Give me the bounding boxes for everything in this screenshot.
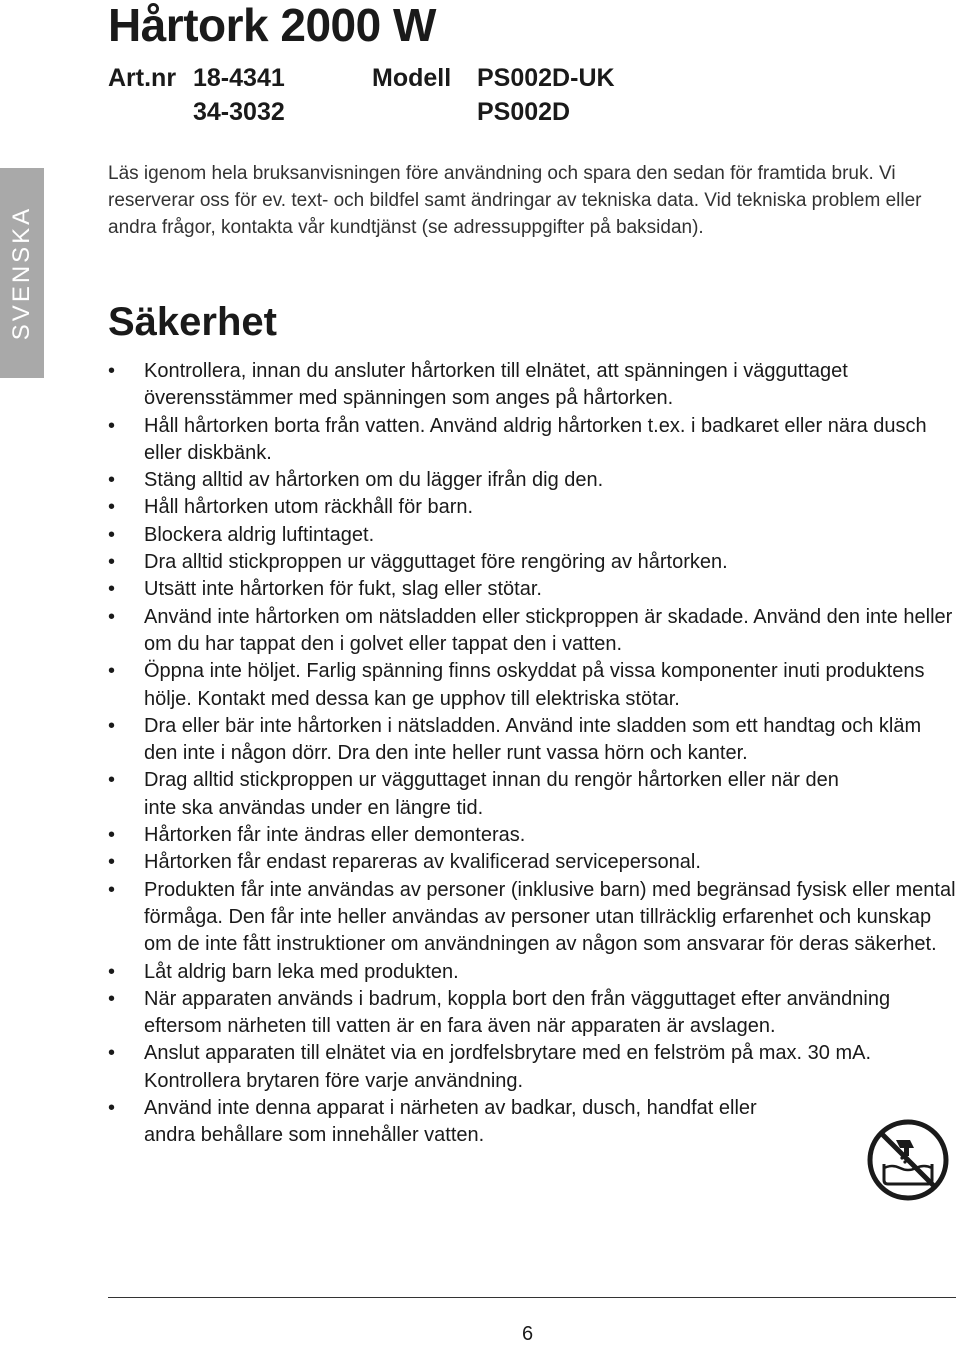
list-item: • Öppna inte höljet. Farlig spänning finns oskyddat på vissa komponenter inuti produktens hölje. Kontakt med dessa kan ge upphov till elektriska stötar. <box>108 658 960 713</box>
art-label: Art.nr <box>108 64 177 92</box>
list-item: • Kontrollera, innan du ansluter hårtorken till elnätet, att spänningen i vägguttaget överensstämmer med spänningen som anges på hårtorken. <box>108 358 960 413</box>
list-item: • Håll hårtorken utom räckhåll för barn. <box>108 494 960 521</box>
intro-paragraph: Läs igenom hela bruksanvisningen före användning och spara den sedan för framtida bruk. Vi reserverar oss för ev. text- och bildfel samt ändringar av tekniska data. Vid tekniska problem eller andra frågor, kontakta vår kundtjänst (se adressuppgifter på baksidan). <box>108 163 922 238</box>
page-number: 6 <box>522 1323 534 1345</box>
model-number-1: PS002D-UK <box>477 64 615 92</box>
art-number-1: 18-4341 <box>193 64 285 92</box>
language-tab-label: SVENSKA <box>8 205 36 341</box>
language-tab <box>0 168 44 378</box>
list-item: • Dra eller bär inte hårtorken i nätsladden. Använd inte sladden som ett handtag och kläm den inte i någon dörr. Dra den inte heller runt vassa hörn och kanter. <box>108 713 960 768</box>
list-item: • Håll hårtorken borta från vatten. Använd aldrig hårtorken t.ex. i badkaret eller nära dusch eller diskbänk. <box>108 413 960 468</box>
list-item: • Använd inte hårtorken om nätsladden eller stickproppen är skadade. Använd den inte heller om du har tappat den i golvet eller tappat den i vatten. <box>108 604 960 659</box>
list-item: • Hårtorken får endast repareras av kvalificerad servicepersonal. <box>108 849 960 876</box>
model-label: Modell <box>372 64 452 92</box>
safety-list <box>108 358 960 1150</box>
list-item: • Använd inte denna apparat i närheten av badkar, dusch, handfat eller andra behållare som innehåller vatten. <box>108 1095 784 1150</box>
list-item: • Anslut apparaten till elnätet via en jordfelsbrytare med en felström på max. 30 mA. Kontrollera brytaren före varje användning. <box>108 1040 960 1095</box>
footer-divider <box>108 1297 956 1298</box>
list-item: • Utsätt inte hårtorken för fukt, slag eller stötar. <box>108 576 960 603</box>
list-item: • Hårtorken får inte ändras eller demonteras. <box>108 822 960 849</box>
list-item: • Dra alltid stickproppen ur vägguttaget före rengöring av hårtorken. <box>108 549 960 576</box>
list-item: • Stäng alltid av hårtorken om du lägger ifrån dig den. <box>108 467 960 494</box>
page-title: Hårtork 2000 W <box>108 0 436 51</box>
list-item: • Låt aldrig barn leka med produkten. <box>108 959 960 986</box>
list-item: • När apparaten används i badrum, koppla bort den från vägguttaget efter användning eftersom närheten till vatten är en fara även när apparaten är avslagen. <box>108 986 960 1041</box>
section-title-safety: Säkerhet <box>108 300 277 344</box>
list-item: • Blockera aldrig luftintaget. <box>108 522 960 549</box>
model-number-2: PS002D <box>477 98 571 126</box>
no-water-hairdryer-icon <box>866 1118 950 1202</box>
art-number-2: 34-3032 <box>193 98 285 126</box>
list-item: • Produkten får inte användas av personer (inklusive barn) med begränsad fysisk eller mental förmåga. Den får inte heller användas av personer utan tillräcklig erfarenhet och kunskap om de inte fått instruktioner om användningen av någon som ansvarar för deras säkerhet. <box>108 877 960 959</box>
list-item: • Drag alltid stickproppen ur vägguttaget innan du rengör hårtorken eller när den inte ska användas under en längre tid. <box>108 767 844 822</box>
